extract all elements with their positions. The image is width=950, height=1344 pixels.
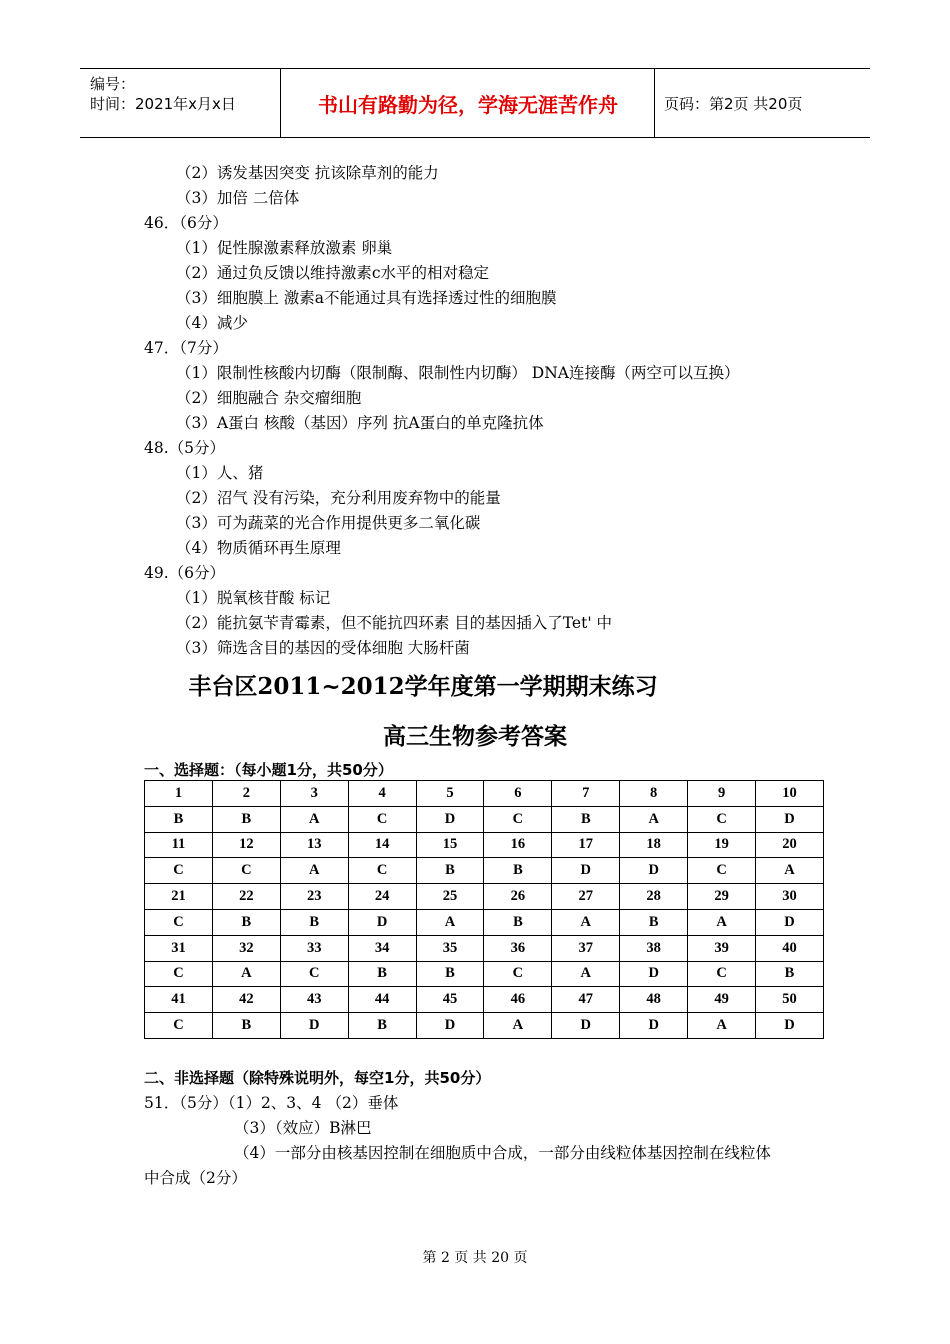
- table-cell: B: [212, 1013, 280, 1039]
- answer-line: （2）诱发基因突变 抗该除草剂的能力: [176, 164, 439, 182]
- date-line: 时间：2021年x月x日: [90, 95, 236, 113]
- table-cell: A: [416, 909, 484, 935]
- answer-line: （4）物质循环再生原理: [176, 539, 341, 557]
- table-cell: C: [484, 806, 552, 832]
- table-cell: 37: [552, 935, 620, 961]
- table-cell: D: [552, 858, 620, 884]
- answer-table: [144, 780, 824, 1039]
- answer-line: （2）细胞融合 杂交瘤细胞: [176, 389, 362, 407]
- table-cell: A: [688, 909, 756, 935]
- document-title: 丰台区2011~2012学年度第一学期期末练习: [188, 673, 658, 700]
- header-divider: [654, 69, 655, 137]
- table-cell: 7: [552, 781, 620, 807]
- table-cell: 48: [620, 987, 688, 1013]
- table-row: [145, 987, 824, 1013]
- page-footer: 第 2 页 共 20 页: [422, 1250, 528, 1266]
- answer-line: （3）A蛋白 核酸（基因）序列 抗A蛋白的单克隆抗体: [176, 414, 544, 432]
- table-cell: 24: [348, 884, 416, 910]
- table-cell: C: [348, 858, 416, 884]
- table-cell: 26: [484, 884, 552, 910]
- table-cell: D: [756, 806, 824, 832]
- section-heading: 二、非选择题（除特殊说明外，每空1分，共50分）: [144, 1069, 491, 1087]
- table-cell: 13: [280, 832, 348, 858]
- table-cell: 3: [280, 781, 348, 807]
- table-cell: A: [484, 1013, 552, 1039]
- table-cell: C: [145, 1013, 213, 1039]
- table-cell: D: [280, 1013, 348, 1039]
- table-cell: B: [348, 1013, 416, 1039]
- table-cell: D: [552, 1013, 620, 1039]
- table-cell: D: [756, 909, 824, 935]
- table-cell: 1: [145, 781, 213, 807]
- table-cell: D: [348, 909, 416, 935]
- answer-line: （1）促性腺激素释放激素 卵巢: [176, 239, 393, 257]
- answer-line: （3）筛选含目的基因的受体细胞 大肠杆菌: [176, 639, 470, 657]
- table-cell: 2: [212, 781, 280, 807]
- header-motto: 书山有路勤为径，学海无涯苦作舟: [318, 92, 618, 117]
- table-cell: D: [416, 806, 484, 832]
- question-heading: 46．（6分）: [144, 214, 228, 232]
- table-row: [145, 909, 824, 935]
- table-cell: B: [756, 961, 824, 987]
- table-row: [145, 884, 824, 910]
- table-cell: C: [145, 909, 213, 935]
- table-cell: 18: [620, 832, 688, 858]
- table-cell: 42: [212, 987, 280, 1013]
- table-cell: B: [620, 909, 688, 935]
- table-cell: 35: [416, 935, 484, 961]
- table-cell: 49: [688, 987, 756, 1013]
- table-cell: A: [552, 961, 620, 987]
- page-header: [80, 68, 870, 138]
- header-meta: [80, 69, 280, 137]
- table-cell: 27: [552, 884, 620, 910]
- table-cell: A: [280, 858, 348, 884]
- answer-line: （3）（效应）B淋巴: [234, 1119, 372, 1137]
- table-cell: 39: [688, 935, 756, 961]
- table-cell: D: [416, 1013, 484, 1039]
- table-cell: 23: [280, 884, 348, 910]
- table-row: [145, 1013, 824, 1039]
- answer-line: （4）一部分由核基因控制在细胞质中合成，一部分由线粒体基因控制在线粒体: [234, 1144, 771, 1162]
- answer-line: （2）通过负反馈以维持激素c水平的相对稳定: [176, 264, 490, 282]
- table-cell: 15: [416, 832, 484, 858]
- table-cell: 22: [212, 884, 280, 910]
- table-cell: C: [212, 858, 280, 884]
- table-cell: A: [620, 806, 688, 832]
- table-cell: 28: [620, 884, 688, 910]
- answer-line: （1）人、猪: [176, 464, 264, 482]
- answer-line: （4）减少: [176, 314, 248, 332]
- answer-line: （3）加倍 二倍体: [176, 189, 300, 207]
- table-cell: 8: [620, 781, 688, 807]
- table-cell: 19: [688, 832, 756, 858]
- answer-line: （1）限制性核酸内切酶（限制酶、限制性内切酶） DNA连接酶（两空可以互换）: [176, 364, 740, 382]
- table-cell: C: [280, 961, 348, 987]
- table-cell: C: [688, 858, 756, 884]
- table-cell: 29: [688, 884, 756, 910]
- table-cell: 30: [756, 884, 824, 910]
- table-cell: B: [552, 806, 620, 832]
- section-heading: 一、选择题：（每小题1分，共50分）: [144, 761, 393, 779]
- table-cell: B: [416, 961, 484, 987]
- table-cell: A: [688, 1013, 756, 1039]
- answer-line: 51．（5分）（1）2、3、4 （2）垂体: [144, 1094, 399, 1112]
- answer-line: 中合成（2分）: [144, 1169, 247, 1187]
- table-cell: B: [484, 858, 552, 884]
- table-cell: A: [280, 806, 348, 832]
- table-cell: 32: [212, 935, 280, 961]
- table-cell: B: [145, 806, 213, 832]
- table-cell: C: [688, 806, 756, 832]
- table-cell: 33: [280, 935, 348, 961]
- table-cell: 45: [416, 987, 484, 1013]
- table-cell: 20: [756, 832, 824, 858]
- table-cell: 4: [348, 781, 416, 807]
- table-cell: C: [348, 806, 416, 832]
- table-cell: 6: [484, 781, 552, 807]
- question-heading: 49.（6分）: [144, 564, 226, 582]
- table-cell: 43: [280, 987, 348, 1013]
- question-heading: 48.（5分）: [144, 439, 226, 457]
- table-cell: 47: [552, 987, 620, 1013]
- table-cell: 34: [348, 935, 416, 961]
- table-cell: C: [145, 858, 213, 884]
- table-cell: B: [416, 858, 484, 884]
- table-cell: B: [484, 909, 552, 935]
- table-cell: D: [620, 1013, 688, 1039]
- table-cell: 46: [484, 987, 552, 1013]
- table-row: [145, 806, 824, 832]
- document-subtitle: 高三生物参考答案: [383, 723, 567, 750]
- answer-line: （1）脱氧核苷酸 标记: [176, 589, 331, 607]
- table-cell: C: [145, 961, 213, 987]
- answer-line: （2）能抗氨苄青霉素，但不能抗四环素 目的基因插入了Tet' 中: [176, 614, 613, 632]
- answer-line: （3）可为蔬菜的光合作用提供更多二氧化碳: [176, 514, 481, 532]
- table-cell: 31: [145, 935, 213, 961]
- question-heading: 47．（7分）: [144, 339, 228, 357]
- answer-line: （2）沼气 没有污染，充分利用废弃物中的能量: [176, 489, 501, 507]
- table-cell: 41: [145, 987, 213, 1013]
- table-cell: C: [688, 961, 756, 987]
- table-cell: 21: [145, 884, 213, 910]
- table-cell: 50: [756, 987, 824, 1013]
- table-cell: C: [484, 961, 552, 987]
- table-cell: 40: [756, 935, 824, 961]
- header-divider: [280, 69, 281, 137]
- table-cell: A: [756, 858, 824, 884]
- table-cell: 9: [688, 781, 756, 807]
- table-cell: D: [620, 858, 688, 884]
- table-cell: 12: [212, 832, 280, 858]
- number-label: 编号：: [90, 75, 136, 93]
- table-cell: 17: [552, 832, 620, 858]
- table-cell: D: [756, 1013, 824, 1039]
- table-cell: 11: [145, 832, 213, 858]
- table-row: [145, 781, 824, 807]
- table-cell: A: [212, 961, 280, 987]
- table-cell: B: [212, 909, 280, 935]
- table-cell: 10: [756, 781, 824, 807]
- table-cell: 44: [348, 987, 416, 1013]
- table-cell: D: [620, 961, 688, 987]
- table-cell: 38: [620, 935, 688, 961]
- table-cell: B: [212, 806, 280, 832]
- table-cell: B: [280, 909, 348, 935]
- table-cell: 14: [348, 832, 416, 858]
- header-page-info: 页码：第2页 共20页: [664, 94, 803, 113]
- table-row: [145, 858, 824, 884]
- answer-line: （3）细胞膜上 激素a不能通过具有选择透过性的细胞膜: [176, 289, 557, 307]
- table-cell: 5: [416, 781, 484, 807]
- table-row: [145, 961, 824, 987]
- table-cell: 16: [484, 832, 552, 858]
- table-row: [145, 935, 824, 961]
- table-cell: 36: [484, 935, 552, 961]
- table-cell: A: [552, 909, 620, 935]
- table-cell: 25: [416, 884, 484, 910]
- table-row: [145, 832, 824, 858]
- table-cell: B: [348, 961, 416, 987]
